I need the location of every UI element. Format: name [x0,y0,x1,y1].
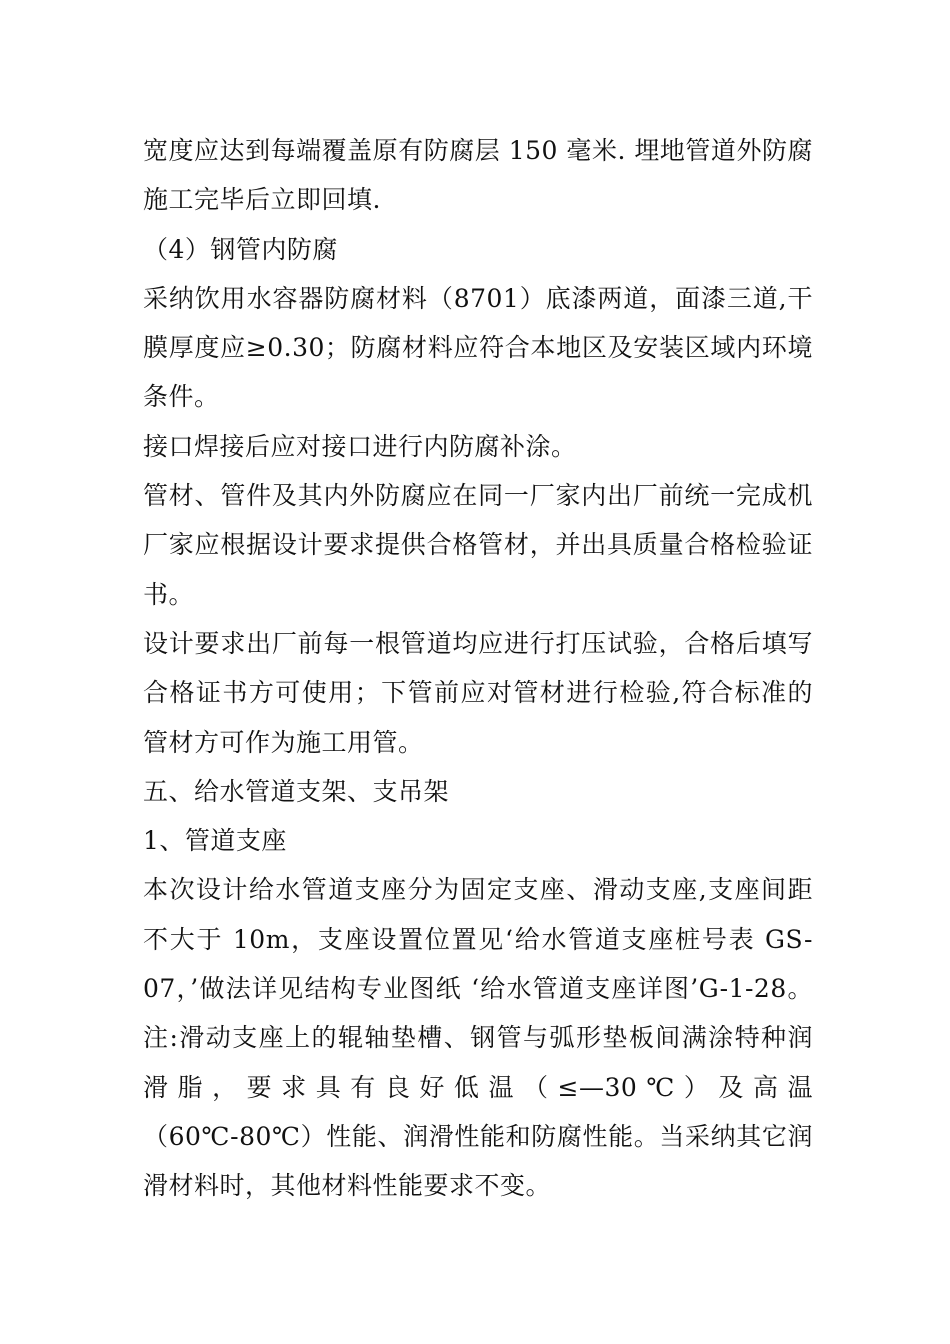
paragraph-anticorrosion-width: 宽度应达到每端覆盖原有防腐层 150 毫米. 埋地管道外防腐施工完毕后立即回填. [143,136,813,215]
heading-pipe-supports: 五、给水管道支架、支吊架 [143,776,450,806]
paragraph-manufacturer: 管材、管件及其内外防腐应在同一厂家内出厂前统一完成机厂家应根据设计要求提供合格管材，并出具质量合格检验证书。 [143,481,813,609]
paragraph-joint-repair: 接口焊接后应对接口进行内防腐补涂。 [143,431,577,461]
document-body [143,126,813,1211]
paragraph-support-design: 本次设计给水管道支座分为固定支座、滑动支座,支座间距不大于 10m，支座设置位置见‘给水管道支座桩号表 GS-07，’做法详见结构专业图纸 ‘给水管道支座详图’G-1-28。注:滑动支座上的辊轴垫槽、钢管与弧形垫板间满涂特种润滑脂，要求具有良好低温（≤—30℃）及高温（60℃-80℃）性能、润滑性能和防腐性能。当采纳其它润滑材料时，其他材料性能要求不变。 [143,875,813,1201]
heading-steel-pipe-inner-anticorrosion: （4）钢管内防腐 [143,234,338,264]
paragraph-coating-materials: 采纳饮用水容器防腐材料（8701）底漆两道，面漆三道,干膜厚度应≥0.30；防腐材料应符合本地区及安装区域内环境条件。 [143,283,813,412]
heading-pipe-bearings: 1、管道支座 [143,826,287,856]
paragraph-pressure-test: 设计要求出厂前每一根管道均应进行打压试验，合格后填写合格证书方可使用；下管前应对管材进行检验,符合标准的管材方可作为施工用管。 [143,628,813,757]
